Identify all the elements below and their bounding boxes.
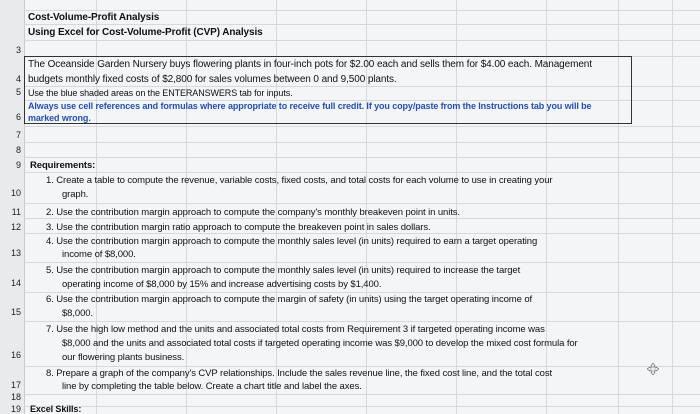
requirements-heading[interactable]: Requirements:: [30, 160, 96, 171]
gridline: [24, 394, 700, 395]
gridline: [24, 262, 700, 263]
row-number[interactable]: 6: [15, 112, 21, 122]
requirement-2[interactable]: 2. Use the contribution margin approach to compute the company's monthly breakeven point in units.: [46, 207, 460, 218]
row-number[interactable]: 13: [10, 248, 21, 258]
gridline: [24, 218, 700, 219]
row-number[interactable]: 4: [15, 74, 21, 84]
row-number[interactable]: 16: [10, 350, 21, 360]
gridline: [24, 126, 700, 127]
row-number[interactable]: 14: [10, 278, 21, 288]
requirement-8-line-2[interactable]: line by completing the table below. Create a chart title and label the axes.: [62, 381, 362, 392]
row-number[interactable]: 8: [15, 145, 21, 155]
gridline: [672, 0, 673, 414]
gridline: [24, 172, 700, 173]
gridline: [24, 10, 700, 11]
row-number[interactable]: 5: [15, 87, 21, 97]
gridline: [24, 40, 700, 41]
excel-skills-heading[interactable]: Excel Skills:: [30, 404, 82, 414]
requirement-7-line-1[interactable]: 7. Use the high low method and the units and associated total costs from Requirement 3 if targeted operating income was: [46, 324, 545, 335]
requirement-6-line-1[interactable]: 6. Use the contribution margin approach to compute the margin of safety (in units) using the target operating income of: [46, 294, 533, 305]
warning-line-2[interactable]: marked wrong.: [28, 113, 91, 123]
input-instructions[interactable]: Use the blue shaded areas on the ENTERANSWERS tab for inputs.: [28, 88, 293, 98]
row-number[interactable]: 3: [15, 45, 21, 55]
row-number[interactable]: 7: [15, 130, 21, 140]
gridline: [24, 292, 700, 293]
gridline: [24, 233, 700, 234]
requirement-7-line-2[interactable]: $8,000 and the units and associated total costs if targeted operating income was $9,000 to develop the mixed cost formula for: [62, 338, 578, 349]
move-cursor-icon: [647, 363, 659, 375]
row-number[interactable]: 18: [10, 392, 21, 402]
requirement-5-line-1[interactable]: 5. Use the contribution margin approach to compute the monthly sales level (in units) required to increase the target: [46, 265, 521, 276]
gridline: [24, 142, 700, 143]
requirement-4-line-1[interactable]: 4. Use the contribution margin approach to compute the monthly sales level (in units) required to earn a target operating: [46, 236, 538, 247]
row-number[interactable]: 15: [10, 307, 21, 317]
problem-line-1[interactable]: The Oceanside Garden Nursery buys flowering plants in four-inch pots for $2.00 each and sells them for $4.00 each. Management: [28, 59, 592, 70]
row-number[interactable]: 9: [15, 160, 21, 170]
gridline: [24, 321, 700, 322]
row-number[interactable]: 12: [10, 222, 21, 232]
gridline: [24, 406, 700, 407]
requirement-5-line-2[interactable]: operating income of $8,000 by 15% and increase advertising costs by $1,400.: [62, 279, 382, 290]
requirement-1-line-1[interactable]: 1. Create a table to compute the revenue, variable costs, fixed costs, and total costs for each volume to use in creating your: [46, 175, 553, 186]
row-number[interactable]: 19: [10, 404, 21, 414]
row-number[interactable]: 11: [11, 207, 21, 217]
row-number[interactable]: 17: [10, 380, 21, 390]
requirement-4-line-2[interactable]: income of $8,000.: [62, 249, 136, 260]
requirement-1-line-2[interactable]: graph.: [62, 189, 89, 200]
row-header-column[interactable]: [0, 0, 25, 414]
sheet-title[interactable]: Cost-Volume-Profit Analysis: [28, 12, 160, 23]
requirement-6-line-2[interactable]: $8,000.: [62, 308, 93, 319]
problem-line-2[interactable]: budgets monthly fixed costs of $2,800 for sales volumes between 0 and 9,500 plants.: [28, 74, 397, 85]
requirement-3[interactable]: 3. Use the contribution margin ratio approach to compute the breakeven point in sales dollars.: [46, 222, 431, 233]
requirement-7-line-3[interactable]: our flowering plants business.: [62, 352, 185, 363]
sheet-subtitle[interactable]: Using Excel for Cost-Volume-Profit (CVP) Analysis: [28, 27, 263, 38]
gridline: [24, 24, 700, 25]
gridline: [24, 203, 700, 204]
gridline: [24, 157, 700, 158]
warning-line-1[interactable]: Always use cell references and formulas where appropriate to receive full credit. If you copy/paste from the Instructions tab you will be: [28, 101, 592, 111]
gridline: [24, 366, 700, 367]
row-number[interactable]: 10: [10, 188, 21, 198]
requirement-8-line-1[interactable]: 8. Prepare a graph of the company's CVP relationships. Include the sales revenue line, the fixed cost line, and the total cost: [46, 368, 553, 379]
